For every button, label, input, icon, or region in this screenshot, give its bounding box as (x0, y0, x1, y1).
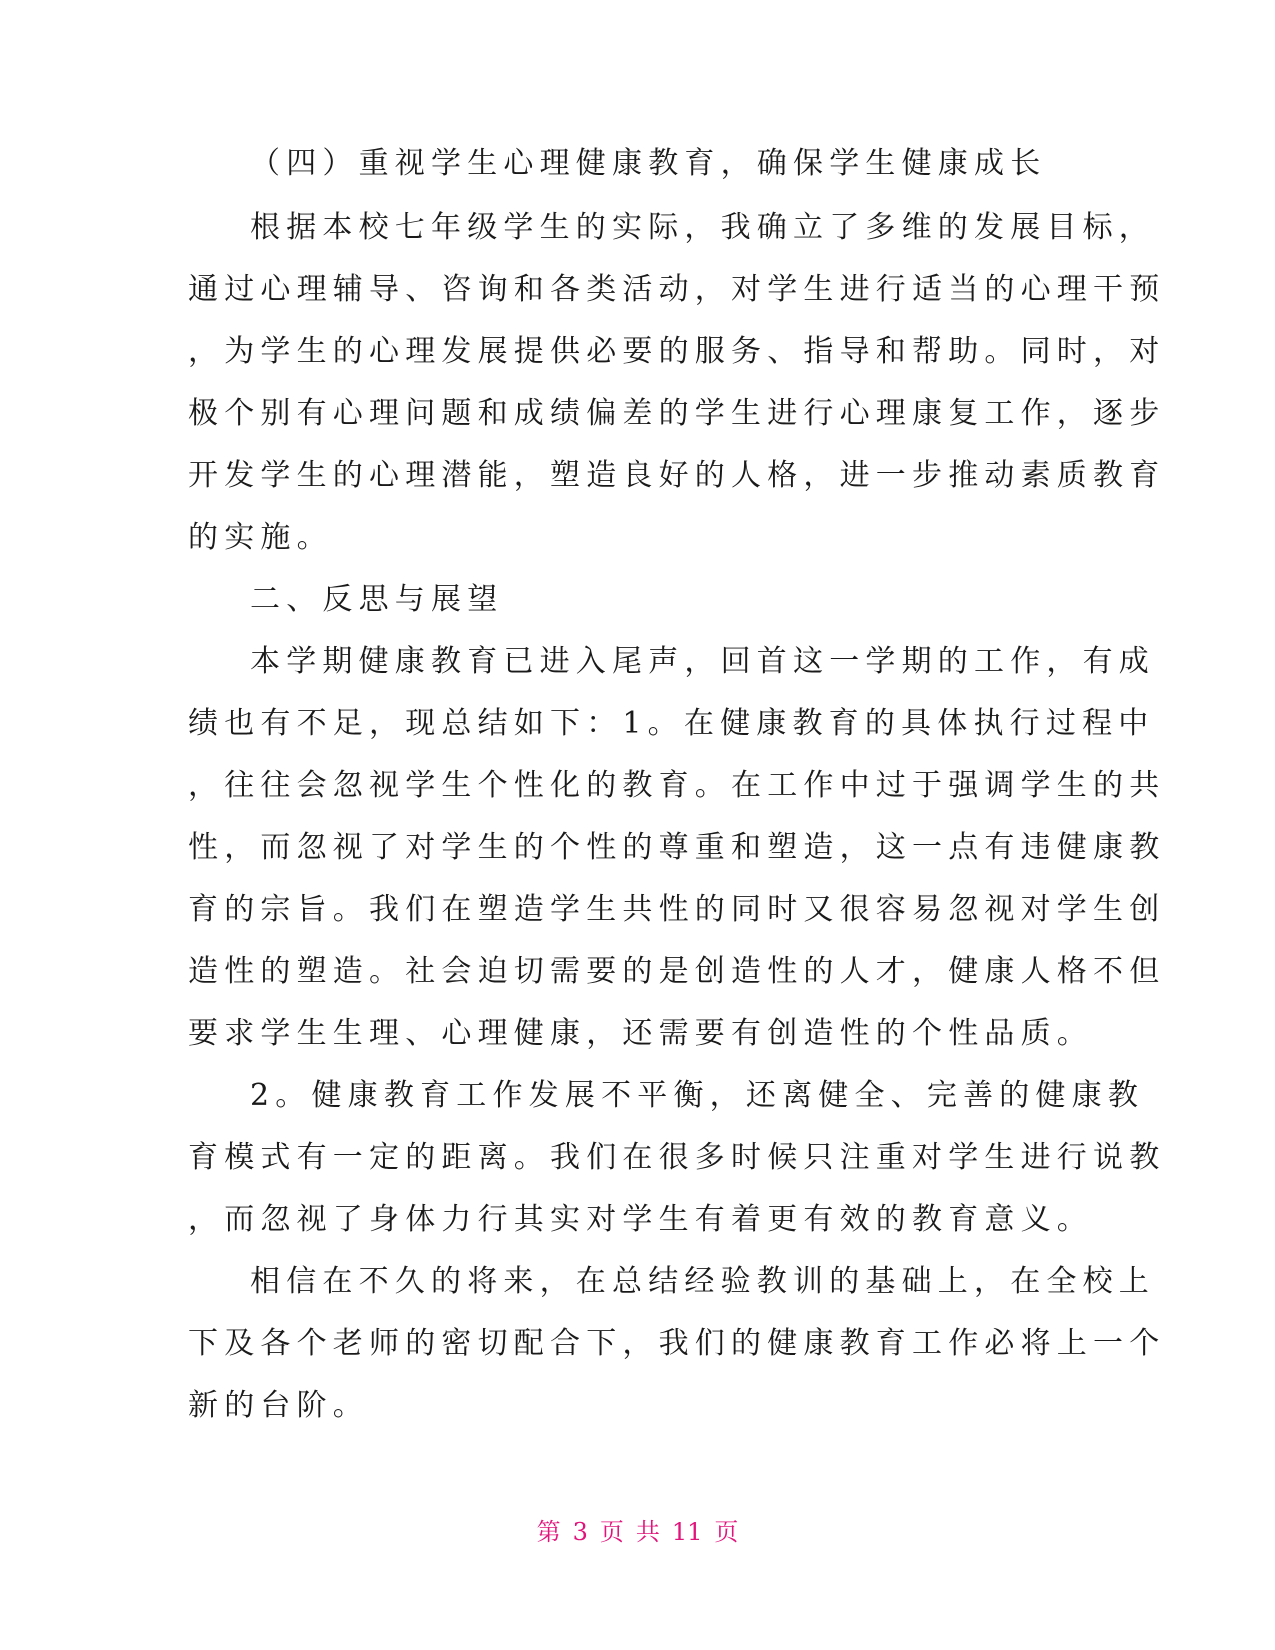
paragraph-line: 造性的塑造。社会迫切需要的是创造性的人才，健康人格不但 (188, 954, 1166, 989)
page-number-footer (0, 1512, 1275, 1552)
paragraph-line: 根据本校七年级学生的实际，我确立了多维的发展目标， (250, 210, 1155, 245)
paragraph-line: 绩也有不足，现总结如下：1。在健康教育的具体执行过程中 (188, 706, 1155, 741)
footer-page-label: 页 (599, 1518, 624, 1546)
footer-prefix: 第 (536, 1518, 561, 1546)
paragraph-line: ，为学生的心理发展提供必要的服务、指导和帮助。同时，对 (188, 334, 1166, 369)
paragraph-line: 要求学生生理、心理健康，还需要有创造性的个性品质。 (188, 1016, 1093, 1051)
paragraph-line: 的实施。 (188, 520, 333, 555)
footer-total-pages: 11 (671, 1518, 703, 1546)
paragraph-line: ，往往会忽视学生个性化的教育。在工作中过于强调学生的共 (188, 768, 1166, 803)
footer-current-page: 3 (572, 1518, 588, 1546)
paragraph-line: 相信在不久的将来，在总结经验教训的基础上，在全校上 (250, 1264, 1155, 1299)
footer-suffix: 页 (714, 1518, 739, 1546)
paragraph-line: 极个别有心理问题和成绩偏差的学生进行心理康复工作，逐步 (188, 396, 1166, 431)
paragraph-line: 开发学生的心理潜能，塑造良好的人格，进一步推动素质教育 (188, 458, 1166, 493)
paragraph-line: 育的宗旨。我们在塑造学生共性的同时又很容易忽视对学生创 (188, 892, 1166, 927)
paragraph-line: 本学期健康教育已进入尾声，回首这一学期的工作，有成 (250, 644, 1155, 679)
section-heading-four: （四）重视学生心理健康教育，确保学生健康成长 (250, 146, 1047, 181)
paragraph-line: 性，而忽视了对学生的个性的尊重和塑造，这一点有违健康教 (188, 830, 1166, 865)
paragraph-line: 新的台阶。 (188, 1388, 369, 1423)
paragraph-line: 2。健康教育工作发展不平衡，还离健全、完善的健康教 (250, 1078, 1145, 1113)
paragraph-line: 下及各个老师的密切配合下，我们的健康教育工作必将上一个 (188, 1326, 1166, 1361)
paragraph-line: 育模式有一定的距离。我们在很多时候只注重对学生进行说教 (188, 1140, 1166, 1175)
section-heading-reflection: 二、反思与展望 (250, 582, 504, 617)
footer-total-label: 共 (635, 1518, 660, 1546)
paragraph-line: ，而忽视了身体力行其实对学生有着更有效的教育意义。 (188, 1202, 1093, 1237)
paragraph-line: 通过心理辅导、咨询和各类活动，对学生进行适当的心理干预 (188, 272, 1166, 307)
